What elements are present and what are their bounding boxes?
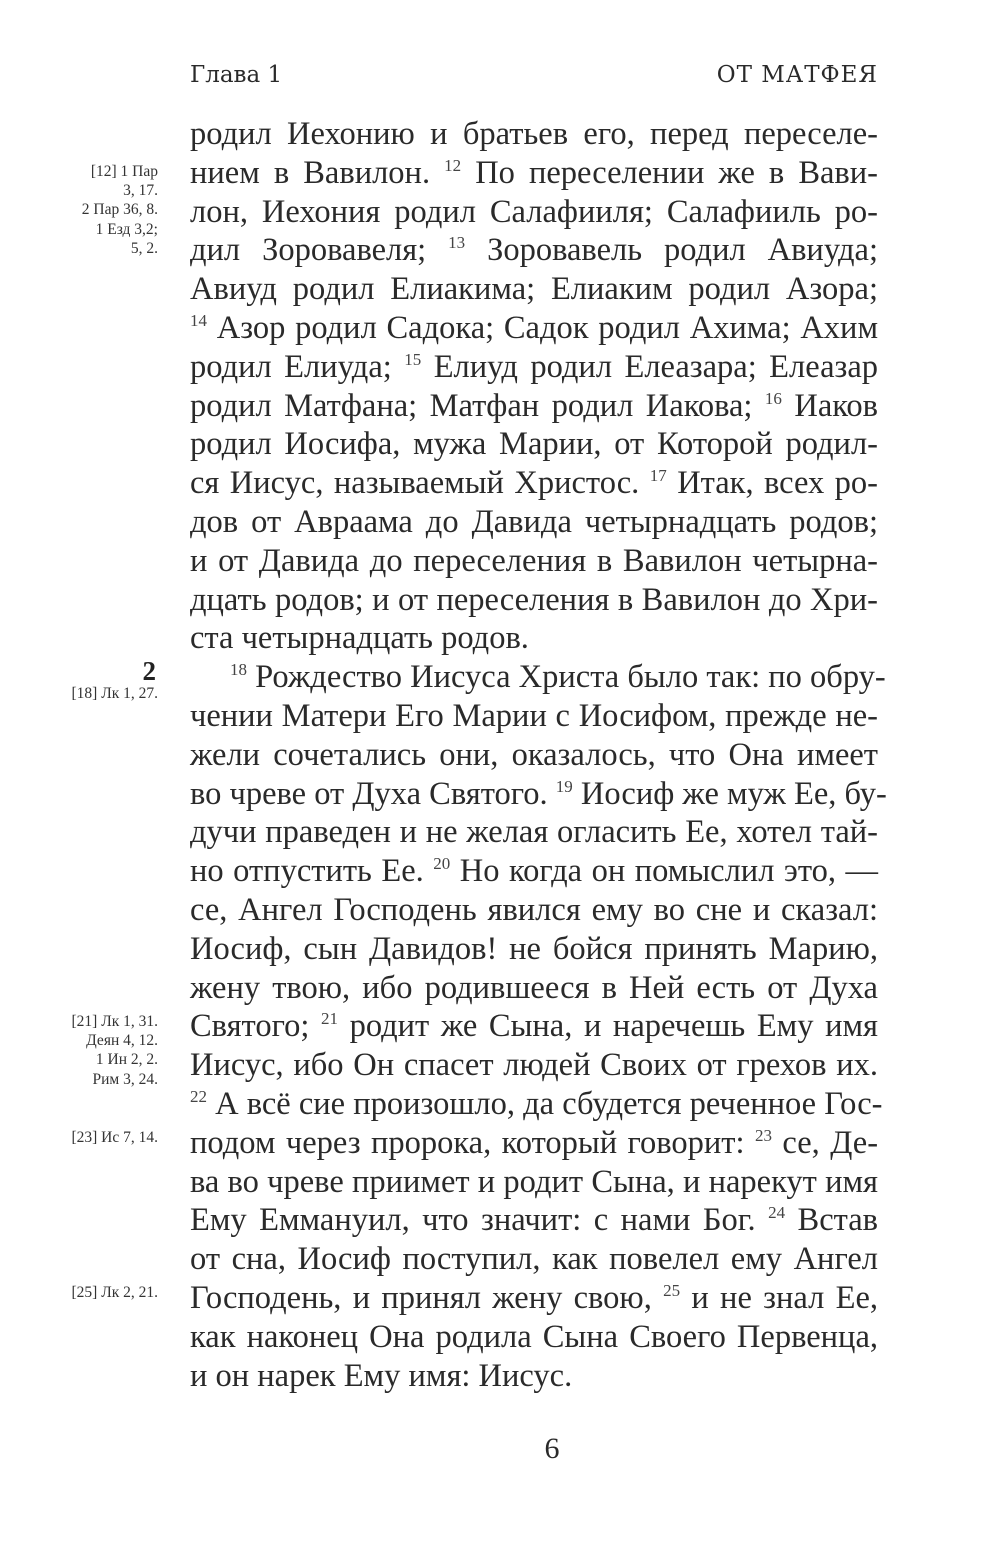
page-number: 6 xyxy=(544,1432,560,1465)
text-line: во чреве от Духа Святого. $^{19}$ Иосиф же муж Ее, бу- xyxy=(190,775,887,812)
text-line: Господень, и принял жену свою, $^{25}$ и не знал Ее, xyxy=(190,1279,878,1316)
margin-note-21 xyxy=(18,1012,158,1089)
text-line: жену твою, ибо родившееся в Ней есть от Духа xyxy=(190,969,878,1006)
margin-note-line: Рим 3, 24. xyxy=(92,1070,158,1088)
chapter-label: Глава 1 xyxy=(190,62,283,88)
verse-number: 24 xyxy=(768,1203,786,1223)
book-title: ОТ МАТФЕЯ xyxy=(716,62,878,88)
verse-number: 20 xyxy=(433,854,451,874)
text-line: ся Иисус, называемый Христос. $^{17}$ Итак, всех ро- xyxy=(190,465,879,502)
verse-number: 16 xyxy=(764,388,782,408)
text-line: се, Ангел Господень явился ему во сне и сказал: xyxy=(190,891,878,928)
text-line: от сна, Иосиф поступил, как повелел ему Ангел xyxy=(190,1241,878,1278)
margin-note-25 xyxy=(18,1283,158,1302)
text-line: чении Матери Его Марии с Иосифом, прежде не- xyxy=(190,697,878,734)
text-line: $^{14}$ Азор родил Садока; Садок родил Ахима; Ахим xyxy=(190,309,879,346)
text-line: подом через пророка, который говорит: $^{23}$ се, Де- xyxy=(190,1124,879,1161)
text-line: родил Иосифа, мужа Марии, от Которой родил- xyxy=(190,426,878,463)
margin-note-line: [25] Лк 2, 21. xyxy=(71,1284,158,1301)
text-line: Святого; $^{21}$ родит же Сына, и наречешь Ему имя xyxy=(190,1008,878,1045)
text-line: как наконец Она родила Сына Своего Первенца, xyxy=(190,1318,878,1355)
text-line: но отпустить Ее. $^{20}$ Но когда он помыслил это, — xyxy=(190,853,879,890)
margin-note-23 xyxy=(18,1128,158,1147)
verse-number: 19 xyxy=(555,776,573,796)
text-line: родил Иехонию и братьев его, перед переселе- xyxy=(190,116,878,152)
margin-note-12 xyxy=(18,162,158,258)
text-line: и он нарек Ему имя: Иисус. xyxy=(190,1357,573,1394)
text-line: Иосиф, сын Давидов! не бойся принять Марию, xyxy=(190,930,878,967)
margin-note-18 xyxy=(18,684,158,703)
text-line: ста четырнадцать родов. xyxy=(190,620,529,657)
verse-number: 13 xyxy=(448,233,466,253)
verse-number: 21 xyxy=(320,1009,338,1029)
margin-note-line: 3, 17. xyxy=(123,182,158,200)
text-line: дцать родов; и от переселения в Вавилон до Хри- xyxy=(190,581,878,618)
margin-note-line: [18] Лк 1, 27. xyxy=(71,685,158,702)
text-line: Иисус, ибо Он спасет людей Своих от грехов их. xyxy=(190,1047,878,1084)
text-line: ва во чреве приимет и родит Сына, и нарекут имя xyxy=(190,1163,878,1200)
text-line: дил Зоровавеля; $^{13}$ Зоровавель родил Авиуда; xyxy=(190,232,879,269)
margin-note-line: 2 Пар 36, 8. xyxy=(81,201,158,219)
text-line: жели сочетались они, оказалось, что Она имеет xyxy=(190,736,878,773)
text-line: Ему Еммануил, что значит: с нами Бог. $^{24}$ Встав xyxy=(190,1202,879,1239)
text-line: дов от Авраама до Давида четырнадцать родов; xyxy=(190,503,878,540)
text-line: $^{22}$ А всё сие произошло, да сбудется реченное Гос- xyxy=(190,1085,883,1122)
text-line: лон, Иехония родил Салафииля; Салафииль ро- xyxy=(190,193,878,230)
margin-note-line: 1 Ин 2, 2. xyxy=(95,1051,158,1069)
margin-note-line: [23] Ис 7, 14. xyxy=(71,1129,158,1146)
margin-note-line: [21] Лк 1, 31. xyxy=(71,1013,158,1030)
text-line: $^{18}$ Рождество Иисуса Христа было так: по обру- xyxy=(230,659,886,696)
margin-note-line: 1 Езд 3,2; xyxy=(95,220,158,238)
text-line: родил Матфана; Матфан родил Иакова; $^{16}$ Иаков xyxy=(190,387,879,424)
verse-number: 17 xyxy=(649,466,667,486)
verse-number: 18 xyxy=(230,660,247,680)
verse-number: 22 xyxy=(190,1086,207,1106)
margin-note-line: 5, 2. xyxy=(130,239,158,257)
text-line: родил Елиуда; $^{15}$ Елиуд родил Елеазара; Елеазар xyxy=(190,348,879,385)
verse-number: 15 xyxy=(404,349,422,369)
text-line: и от Давида до переселения в Вавилон четырна- xyxy=(190,542,878,579)
text-line: Авиуд родил Елиакима; Елиаким родил Азора; xyxy=(190,271,878,308)
margin-note-line: Деян 4, 12. xyxy=(86,1032,158,1050)
verse-number: 25 xyxy=(663,1280,681,1300)
margin-note-line: [12] 1 Пар xyxy=(90,163,158,180)
text-line: дучи праведен и не желая огласить Ее, хотел тай- xyxy=(190,814,878,851)
verse-number: 23 xyxy=(754,1125,772,1145)
scripture-text xyxy=(190,115,887,1395)
verse-number: 12 xyxy=(444,155,462,175)
section-number: 2 xyxy=(142,656,156,686)
verse-number: 14 xyxy=(190,310,207,330)
text-line: нием в Вавилон. $^{12}$ По переселении же в Вави- xyxy=(190,154,878,191)
running-head xyxy=(190,62,878,96)
